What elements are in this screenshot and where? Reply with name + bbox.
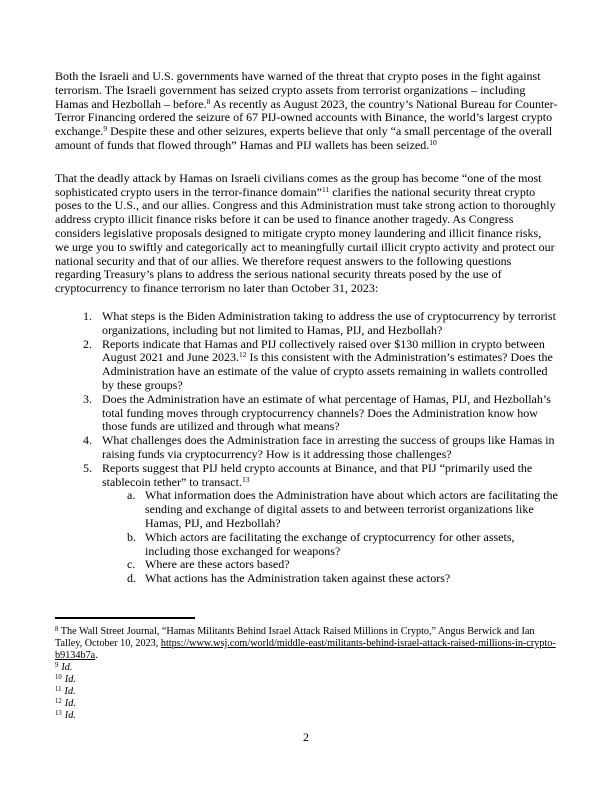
footnote-ref-12: 12 bbox=[239, 350, 247, 360]
footnote-ref-9: 9 bbox=[103, 124, 108, 134]
footnote-8 bbox=[55, 626, 558, 662]
footnote-number: 9 bbox=[55, 661, 59, 669]
question-item-5d bbox=[55, 572, 558, 586]
footnote-number: 10 bbox=[55, 673, 62, 681]
paragraph-text: clarifies the national security threat crypto poses to the U.S., and our allies. Congress and this Administration must take strong action to thoroughly address crypto illicit finance risks before it can be used to finance another tragedy. As Congress considers legislative proposals designed to mitigate crypto money laundering and illicit finance risks, we urge you to swiftly and categorically act to meaningfully curtail illicit crypto activity and protect our national security and that of our allies. We therefore request answers to the following questions regarding Treasury’s plans to address the serious national security threats posed by the use of cryptocurrency to finance terrorism no later than October 31, 2023: bbox=[55, 184, 556, 296]
question-text bbox=[102, 462, 558, 490]
list-letter: a. bbox=[127, 488, 136, 503]
paragraph-crypto-threat bbox=[55, 70, 558, 153]
footnotes-section bbox=[55, 617, 558, 722]
footnote-ref-13: 13 bbox=[241, 474, 250, 484]
question-text: Which actors are facilitating the exchange of cryptocurrency for other assets, including those exchanged for weapons? bbox=[145, 529, 515, 558]
question-text: What information does the Administration have about which actors are facilitating the sending and exchange of digital assets to and between terrorist organizations like Hamas, PIJ, and Hezbollah? bbox=[145, 488, 558, 530]
footnote-number: 13 bbox=[55, 710, 62, 718]
paragraph-text: As recently as August 2023, the country’s National Bureau for Counter-Terror Financing ordered the seizure of 67 PIJ-owned accounts with Binance, the world’s largest crypto exchange. bbox=[55, 96, 558, 139]
footnote-number: 12 bbox=[55, 698, 62, 706]
footnote-ref-11: 11 bbox=[322, 184, 330, 194]
list-number: 4. bbox=[83, 433, 92, 448]
list-letter: c. bbox=[127, 557, 136, 572]
footnote-11 bbox=[55, 686, 558, 698]
paragraph-text: That the deadly attack by Hamas on Israeli civilians comes as the group has become “one of the most sophisticated crypto users in the terror-finance domain” bbox=[55, 170, 542, 199]
footnote-url-link[interactable]: https://www.wsj.com/world/middle-east/militants-behind-israel-attack-raised-millions-in-crypto-b9134b7a bbox=[55, 637, 556, 661]
question-text: Where are these actors based? bbox=[145, 557, 290, 572]
footnote-text: Id. bbox=[64, 685, 76, 697]
questions-list bbox=[55, 310, 558, 586]
question-item-1 bbox=[55, 310, 558, 338]
list-number: 3. bbox=[83, 391, 92, 406]
page-number: 2 bbox=[303, 730, 309, 744]
list-number: 1. bbox=[83, 308, 92, 323]
question-item-3 bbox=[55, 393, 558, 434]
question-item-5b bbox=[55, 531, 558, 559]
footnote-ref-8: 8 bbox=[206, 96, 211, 106]
footnote-number: 8 bbox=[55, 625, 59, 633]
footnote-9 bbox=[55, 662, 558, 674]
footnote-text: Id. bbox=[64, 710, 76, 722]
paragraph-text: Despite these and other seizures, experts believe that only “a small percentage of the overall amount of funds that flowed through” Hamas and PIJ wallets has been seized. bbox=[55, 124, 553, 152]
footnote-text: Id. bbox=[64, 673, 76, 685]
footnote-separator bbox=[55, 617, 195, 619]
question-text-part: Reports suggest that PIJ held crypto accounts at Binance, and that PIJ “primarily used the stablecoin tether” to transact. bbox=[102, 460, 533, 489]
list-letter: b. bbox=[127, 529, 136, 544]
question-item-4 bbox=[55, 434, 558, 462]
list-number: 2. bbox=[83, 336, 92, 351]
question-item-5c bbox=[55, 558, 558, 572]
question-text bbox=[102, 338, 558, 393]
question-text: Does the Administration have an estimate of what percentage of Hamas, PIJ, and Hezbollah’s total funding moves through cryptocurrency channels? Does the Administration know how those funds are utilized and through what means? bbox=[102, 391, 551, 434]
question-text: What actions has the Administration taken against these actors? bbox=[145, 571, 451, 586]
question-item-5a bbox=[55, 489, 558, 530]
list-number: 5. bbox=[83, 460, 92, 475]
footnote-12 bbox=[55, 698, 558, 710]
footnote-text: Id. bbox=[61, 661, 73, 673]
footnote-text: The Wall Street Journal, “Hamas Militants Behind Israel Attack Raised Millions in Crypto,” Angus Berwick and Ian Talley, October 10, 2023, bbox=[55, 625, 535, 649]
footnote-text: . bbox=[95, 649, 98, 661]
footnote-number: 11 bbox=[55, 685, 62, 693]
question-text: What challenges does the Administration face in arresting the success of groups like Hamas in raising funds via cryptocurrency? How is it addressing those challenges? bbox=[102, 433, 555, 461]
document-body bbox=[55, 70, 558, 586]
footnote-text: Id. bbox=[64, 698, 76, 710]
paragraph-text: Both the Israeli and U.S. governments have warned of the threat that crypto poses in the fight against terrorism. The Israeli government has seized crypto assets from terrorist organizations – including Hamas and Hezbollah – before. bbox=[55, 69, 541, 111]
question-item-2 bbox=[55, 338, 558, 393]
footnote-10 bbox=[55, 674, 558, 686]
question-text-part: Is this consistent with the Administration’s estimates? Does the Administration have an estimate of the value of crypto assets remaining in wallets controlled by these groups? bbox=[102, 350, 553, 392]
question-item-5 bbox=[55, 462, 558, 490]
question-text: What steps is the Biden Administration taking to address the use of cryptocurrency by terrorist organizations, including but not limited to Hamas, PIJ, and Hezbollah? bbox=[102, 308, 556, 337]
question-text-part: Reports indicate that Hamas and PIJ collectively raised over $130 million in crypto between August 2021 and June 2023. bbox=[102, 336, 545, 365]
list-letter: d. bbox=[127, 571, 136, 586]
footnote-13 bbox=[55, 710, 558, 722]
paragraph-request-answers bbox=[55, 172, 558, 296]
footnote-ref-10: 10 bbox=[429, 137, 437, 147]
